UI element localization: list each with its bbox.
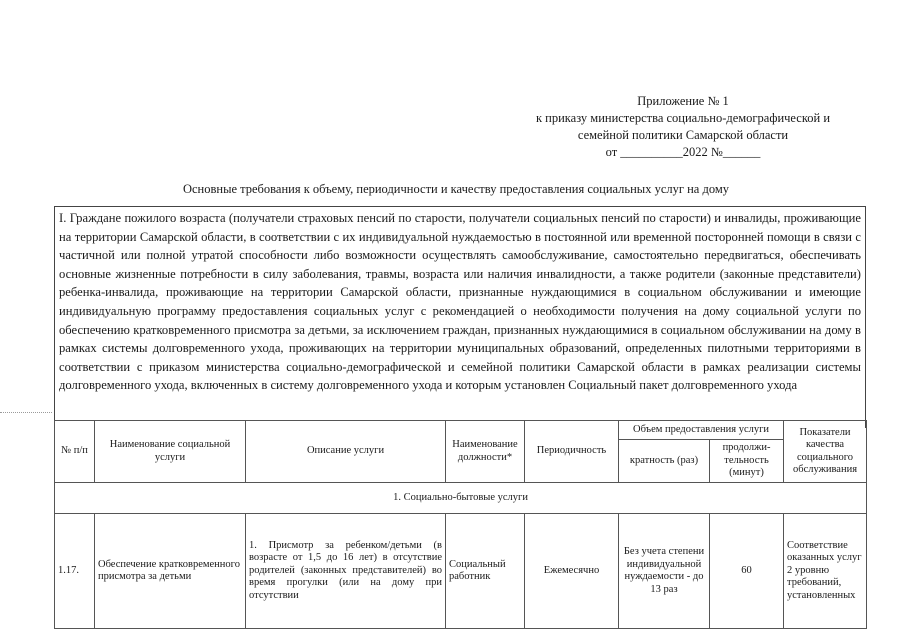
appendix-ministry-line: семейной политики Самарской области: [577, 128, 789, 142]
header-periodicity: Периодичность: [525, 421, 619, 483]
row-position: Социальный работник: [446, 514, 525, 629]
header-quality: Показатели качества социального обслуживания: [784, 421, 867, 483]
header-service-name: Наименование социальной услуги: [95, 421, 246, 483]
document-title: Основные требования к объему, периодичности и качеству предоставления социальных услуг на дому: [182, 182, 730, 196]
appendix-header: [503, 93, 863, 161]
row-duration: 60: [710, 514, 784, 629]
section-row: [55, 483, 867, 514]
table-header-row: [55, 421, 867, 440]
row-num: 1.17.: [55, 514, 95, 629]
header-position: Наименование должности*: [446, 421, 525, 483]
header-volume: Объем предоставления услуги: [619, 421, 784, 440]
appendix-number: Приложение № 1: [637, 94, 729, 108]
row-quality: Соответствие оказанных услуг 2 уровню требований, установленных: [784, 514, 867, 629]
row-description: 1. Присмотр за ребенком/детьми (в возрасте от 1,5 до 16 лет) в отсутствие родителей (законных представителей) во время прогулки (или на дому при отсутствии: [246, 514, 446, 629]
row-multiplicity: Без учета степени индивидуальной нуждаемости - до 13 раз: [619, 514, 710, 629]
row-service-name: Обеспечение кратковременного присмотра за детьми: [95, 514, 246, 629]
table-row: [55, 514, 867, 629]
appendix-order-line: к приказу министерства социально-демографической и: [535, 111, 831, 125]
header-multiplicity: кратность (раз): [619, 440, 710, 483]
header-num: № п/п: [55, 421, 95, 483]
appendix-date-line: от __________2022 №______: [605, 145, 761, 159]
dotted-rule: [0, 412, 52, 413]
header-description: Описание услуги: [246, 421, 446, 483]
row-periodicity: Ежемесячно: [525, 514, 619, 629]
header-duration: продолжи-тельность (минут): [710, 440, 784, 483]
intro-paragraph: I. Граждане пожилого возраста (получатели страховых пенсий по старости, получатели социальных пенсий по старости) и инвалиды, проживающие на территории Самарской области, в соответствии с их индивидуальной нуждаемостью в постоянной или временной посторонней помощи в связи с частичной или полной утратой способности либо возможности осуществлять самообслуживание, самостоятельно передвигаться, обеспечивать основные жизненные потребности в силу заболевания, травмы, возраста или наличия инвалидности, а также родители (законные представители) ребенка-инвалида, проживающие на территории Самарской области, признанные нуждающимися в социальном обслуживании и имеющие индивидуальную программу предоставления социальных услуг с рекомендацией о необходимости получения на дому социальной услуги по обеспечению кратковременного присмотра за детьми, за исключением граждан, признанных нуждающимися в социальном обслуживании на дому в рамках системы долговременного ухода, проживающих на территории муниципальных образований, определенных пилотными территориями в соответствии с приказом министерства социально-демографической и семейной политики Самарской области в рамках реализации системы долговременного ухода, включенных в систему долговременного ухода и которым установлен Социальный пакет долговременного ухода: [54, 206, 866, 428]
services-table: [54, 420, 867, 629]
section-title: 1. Социально-бытовые услуги: [55, 483, 867, 514]
